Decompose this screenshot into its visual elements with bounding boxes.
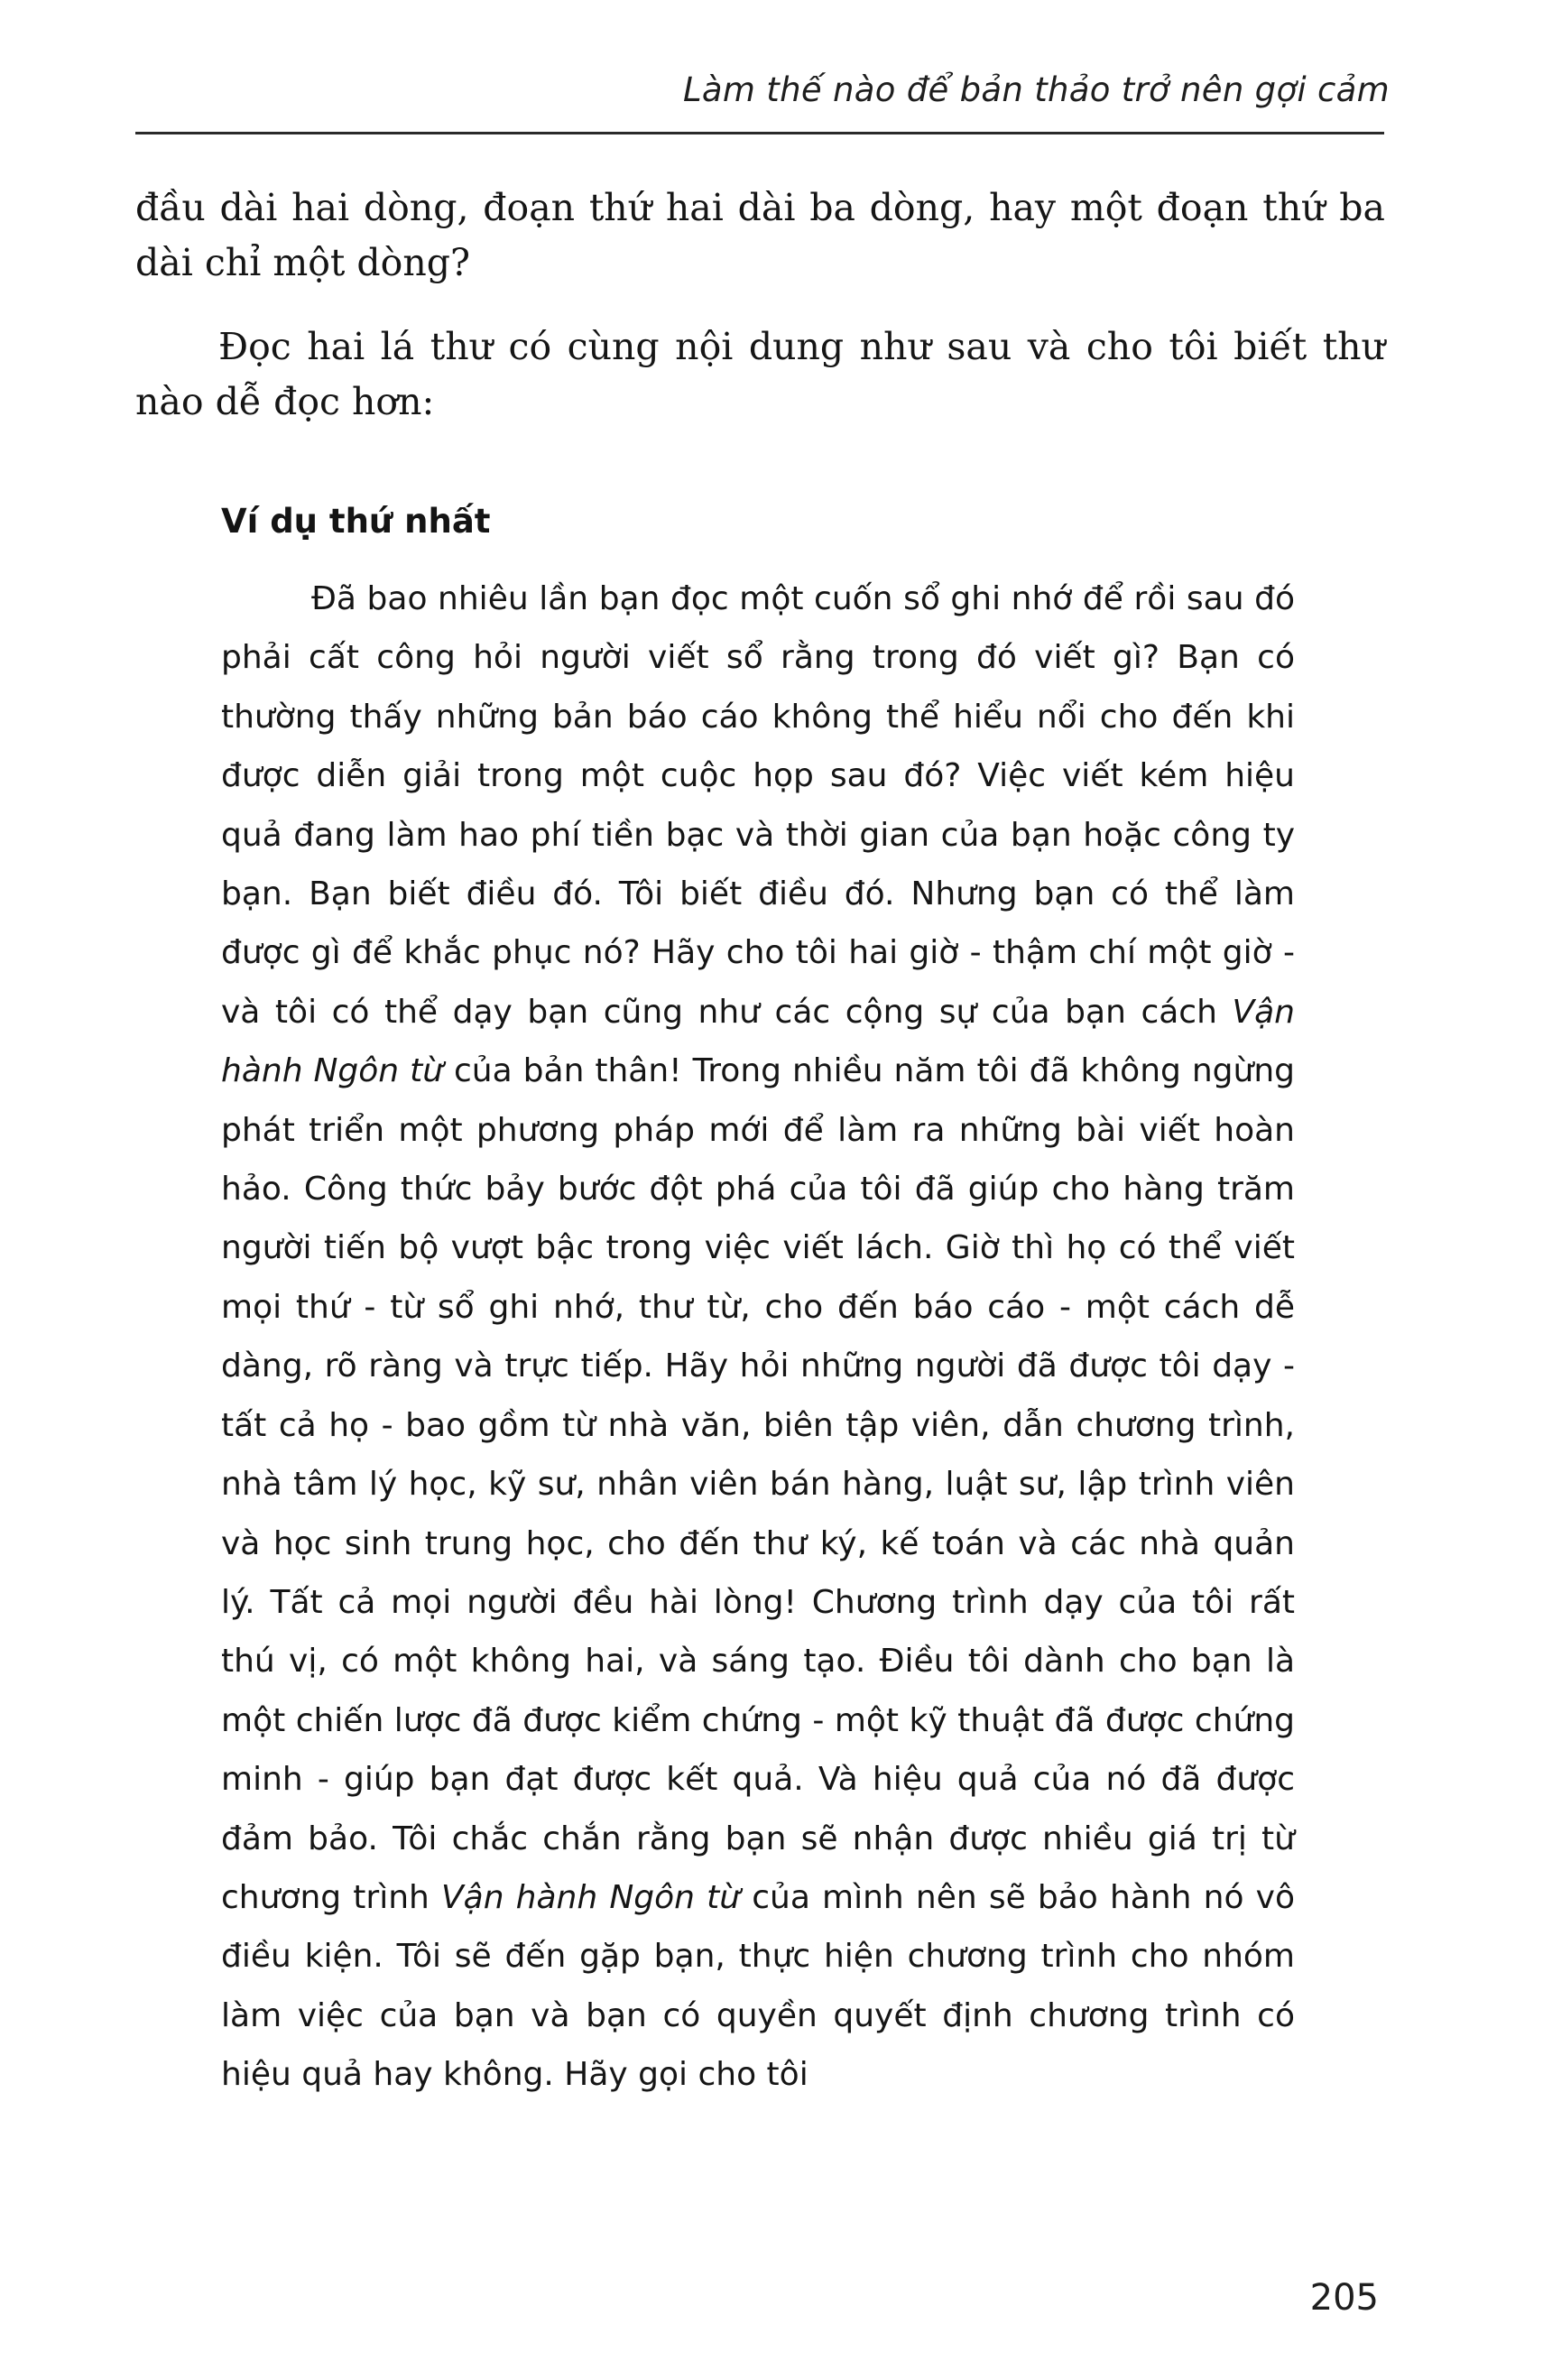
example-italic-term-2: Vận hành Ngôn từ (441, 1878, 741, 1916)
example-italic-term-1: Vận hành Ngôn từ (221, 993, 1295, 1090)
intro-text (135, 181, 1385, 430)
example-text-part-1: Đã bao nhiêu lần bạn đọc một cuốn sổ ghi nhớ để rồi sau đó phải cất công hỏi người viết sổ rằng trong đó viết gì? Bạn có thường thấy những bản báo cáo không thể hiểu nổi cho đến khi được diễn giải trong một cuộc họp sau đó? Việc viết kém hiệu quả đang làm hao phí tiền bạc và thời gian của bạn hoặc công ty bạn. Bạn biết điều đó. Tôi biết điều đó. Nhưng bạn có thể làm được gì để khắc phục nó? Hãy cho tôi hai giờ - thậm chí một giờ - và tôi có thể dạy bạn cũng như các cộng sự của bạn cách (221, 580, 1295, 1031)
page-number: 205 (1309, 2277, 1379, 2319)
example-heading: Ví dụ thứ nhất (221, 502, 491, 541)
example-text-part-3: của mình nên sẽ bảo hành nó vô điều kiện. Tôi sẽ đến gặp bạn, thực hiện chương trình cho nhóm làm việc của bạn và bạn có quyền quyết định chương trình có hiệu quả hay không. Hãy gọi cho tôi (221, 1878, 1295, 2094)
example-letter-body (221, 570, 1295, 2105)
intro-paragraph-question: Đọc hai lá thư có cùng nội dung như sau và cho tôi biết thư nào dễ đọc hơn: (135, 325, 1385, 423)
header-divider (135, 132, 1384, 134)
intro-paragraph-continued: đầu dài hai dòng, đoạn thứ hai dài ba dòng, hay một đoạn thứ ba dài chỉ một dòng? (135, 186, 1385, 284)
running-header-title: Làm thế nào để bản thảo trở nên gợi cảm (683, 70, 1390, 109)
example-text-part-2: của bản thân! Trong nhiều năm tôi đã không ngừng phát triển một phương pháp mới để làm ra những bài viết hoàn hảo. Công thức bảy bước đột phá của tôi đã giúp cho hàng trăm người tiến bộ vượt bậc trong việc viết lách. Giờ thì họ có thể viết mọi thứ - từ sổ ghi nhớ, thư từ, cho đến báo cáo - một cách dễ dàng, rõ ràng và trực tiếp. Hãy hỏi những người đã được tôi dạy - tất cả họ - bao gồm từ nhà văn, biên tập viên, dẫn chương trình, nhà tâm lý học, kỹ sư, nhân viên bán hàng, luật sư, lập trình viên và học sinh trung học, cho đến thư ký, kế toán và các nhà quản lý. Tất cả mọi người đều hài lòng! Chương trình dạy của tôi rất thú vị, có một không hai, và sáng tạo. Điều tôi dành cho bạn là một chiến lược đã được kiểm chứng - một kỹ thuật đã được chứng minh - giúp bạn đạt được kết quả. Và hiệu quả của nó đã được đảm bảo. Tôi chắc chắn rằng bạn sẽ nhận được nhiều giá trị từ chương trình (221, 1052, 1295, 1916)
